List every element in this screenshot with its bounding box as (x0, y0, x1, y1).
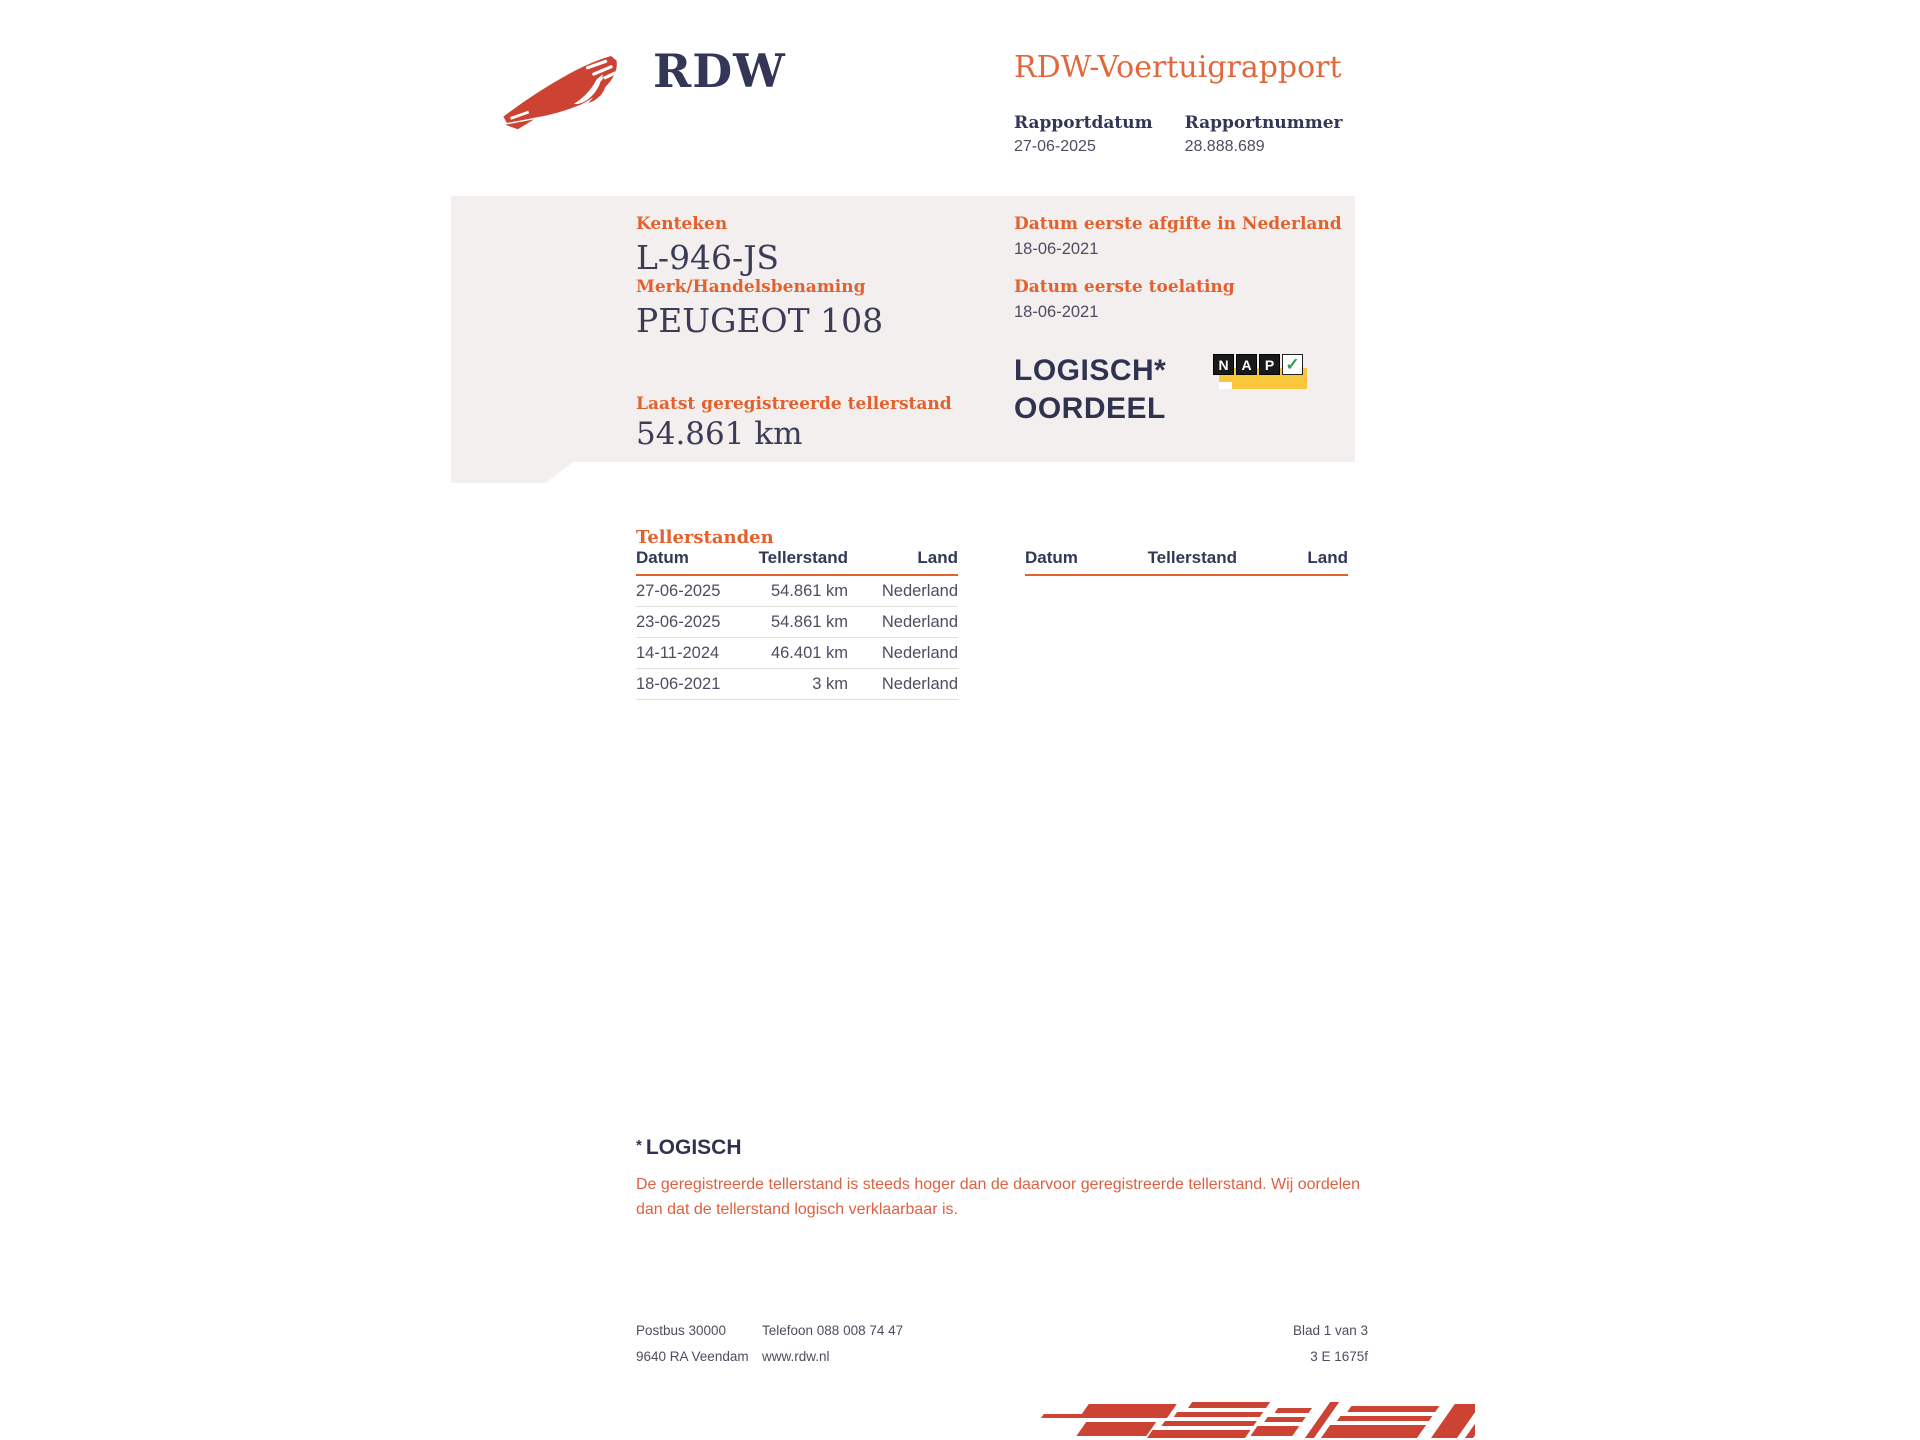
cell-tellerstand: 46.401 km (756, 638, 848, 669)
logisch-section (636, 1136, 1376, 1222)
nap-white-notch (1219, 382, 1232, 389)
logisch-paragraph: De geregistreerde tellerstand is steeds hoger dan de daarvoor geregistreerde tellerstand. Wij oordelen dan dat de tellerstand logisch verklaarbaar is. (636, 1176, 1360, 1218)
afgifte-value: 18-06-2021 (1014, 240, 1099, 258)
col-tellerstand: Tellerstand (756, 548, 848, 575)
oordeel-line1: LOGISCH* (1014, 354, 1167, 387)
afgifte-label: Datum eerste afgifte in Nederland (1014, 214, 1342, 234)
cell-datum: 14-11-2024 (636, 638, 756, 669)
table-row (636, 575, 958, 607)
col-datum: Datum (1025, 548, 1145, 575)
report-date-block (1014, 113, 1153, 156)
report-number-block (1185, 113, 1343, 156)
logisch-heading (636, 1136, 1376, 1160)
nap-tiles (1213, 354, 1305, 375)
cell-datum: 23-06-2025 (636, 607, 756, 638)
tellerstand-label: Laatst geregistreerde tellerstand (636, 394, 952, 414)
toelating-label: Datum eerste toelating (1014, 277, 1235, 297)
cell-tellerstand: 54.861 km (756, 607, 848, 638)
tellerstanden-table (636, 548, 958, 700)
col-datum: Datum (636, 548, 756, 575)
report-number-label: Rapportnummer (1184, 113, 1343, 133)
table-header-row (1025, 548, 1348, 575)
logisch-asterisk: * (636, 1137, 642, 1154)
footer-phone: Telefoon 088 008 74 47 (762, 1323, 904, 1338)
toelating-value: 18-06-2021 (1014, 303, 1099, 321)
cell-datum: 18-06-2021 (636, 669, 756, 700)
col-land: Land (1237, 548, 1348, 575)
report-header (1014, 50, 1375, 156)
report-meta (1014, 113, 1375, 156)
cell-land: Nederland (848, 575, 958, 607)
col-tellerstand: Tellerstand (1145, 548, 1237, 575)
footer-address-line2: 9640 RA Veendam (636, 1349, 749, 1364)
merk-value: PEUGEOT 108 (636, 301, 884, 340)
nap-logo (1213, 354, 1309, 390)
tellerstanden-table-empty (1025, 548, 1348, 576)
report-number-value: 28.888.689 (1184, 138, 1265, 155)
footer-page-number: Blad 1 van 3 (1292, 1323, 1368, 1338)
nap-letter-n: N (1213, 354, 1234, 375)
nap-letter-a: A (1236, 354, 1257, 375)
table-row (636, 607, 958, 638)
kenteken-value: L-946-JS (636, 238, 780, 277)
rdw-stripes-graphic (1035, 1398, 1475, 1440)
footer-address (636, 1318, 749, 1370)
tellerstand-value: 54.861 km (636, 416, 803, 452)
nap-check-icon: ✓ (1282, 354, 1303, 375)
report-date-label: Rapportdatum (1014, 113, 1153, 133)
footer-form-code: 3 E 1675f (1310, 1349, 1368, 1364)
tellerstanden-heading: Tellerstanden (636, 527, 774, 548)
oordeel-line2: OORDEEL (1014, 392, 1166, 425)
merk-label: Merk/Handelsbenaming (636, 277, 866, 297)
cell-datum: 27-06-2025 (636, 575, 756, 607)
cell-tellerstand: 54.861 km (756, 575, 848, 607)
oordeel-text (1014, 352, 1166, 428)
report-date-value: 27-06-2025 (1014, 138, 1096, 155)
cell-land: Nederland (848, 669, 958, 700)
footer-page-info (1228, 1318, 1368, 1370)
nap-letter-p: P (1259, 354, 1280, 375)
table-row (636, 638, 958, 669)
col-land: Land (848, 548, 958, 575)
rdw-feather-icon (496, 46, 641, 132)
footer-address-line1: Postbus 30000 (636, 1323, 727, 1338)
rdw-logo-text: RDW (653, 44, 786, 98)
kenteken-label: Kenteken (636, 214, 728, 234)
vehicle-info-box (451, 196, 1355, 462)
cell-land: Nederland (848, 607, 958, 638)
cell-land: Nederland (848, 638, 958, 669)
report-title: RDW-Voertuigrapport (1014, 50, 1342, 85)
footer-contact (762, 1318, 903, 1370)
vehicle-info-box-tail (451, 462, 573, 483)
footer-website: www.rdw.nl (762, 1349, 830, 1364)
rdw-logo (496, 46, 786, 132)
cell-tellerstand: 3 km (756, 669, 848, 700)
table-header-row (636, 548, 958, 575)
table-row (636, 669, 958, 700)
logisch-heading-text: LOGISCH (645, 1136, 742, 1159)
